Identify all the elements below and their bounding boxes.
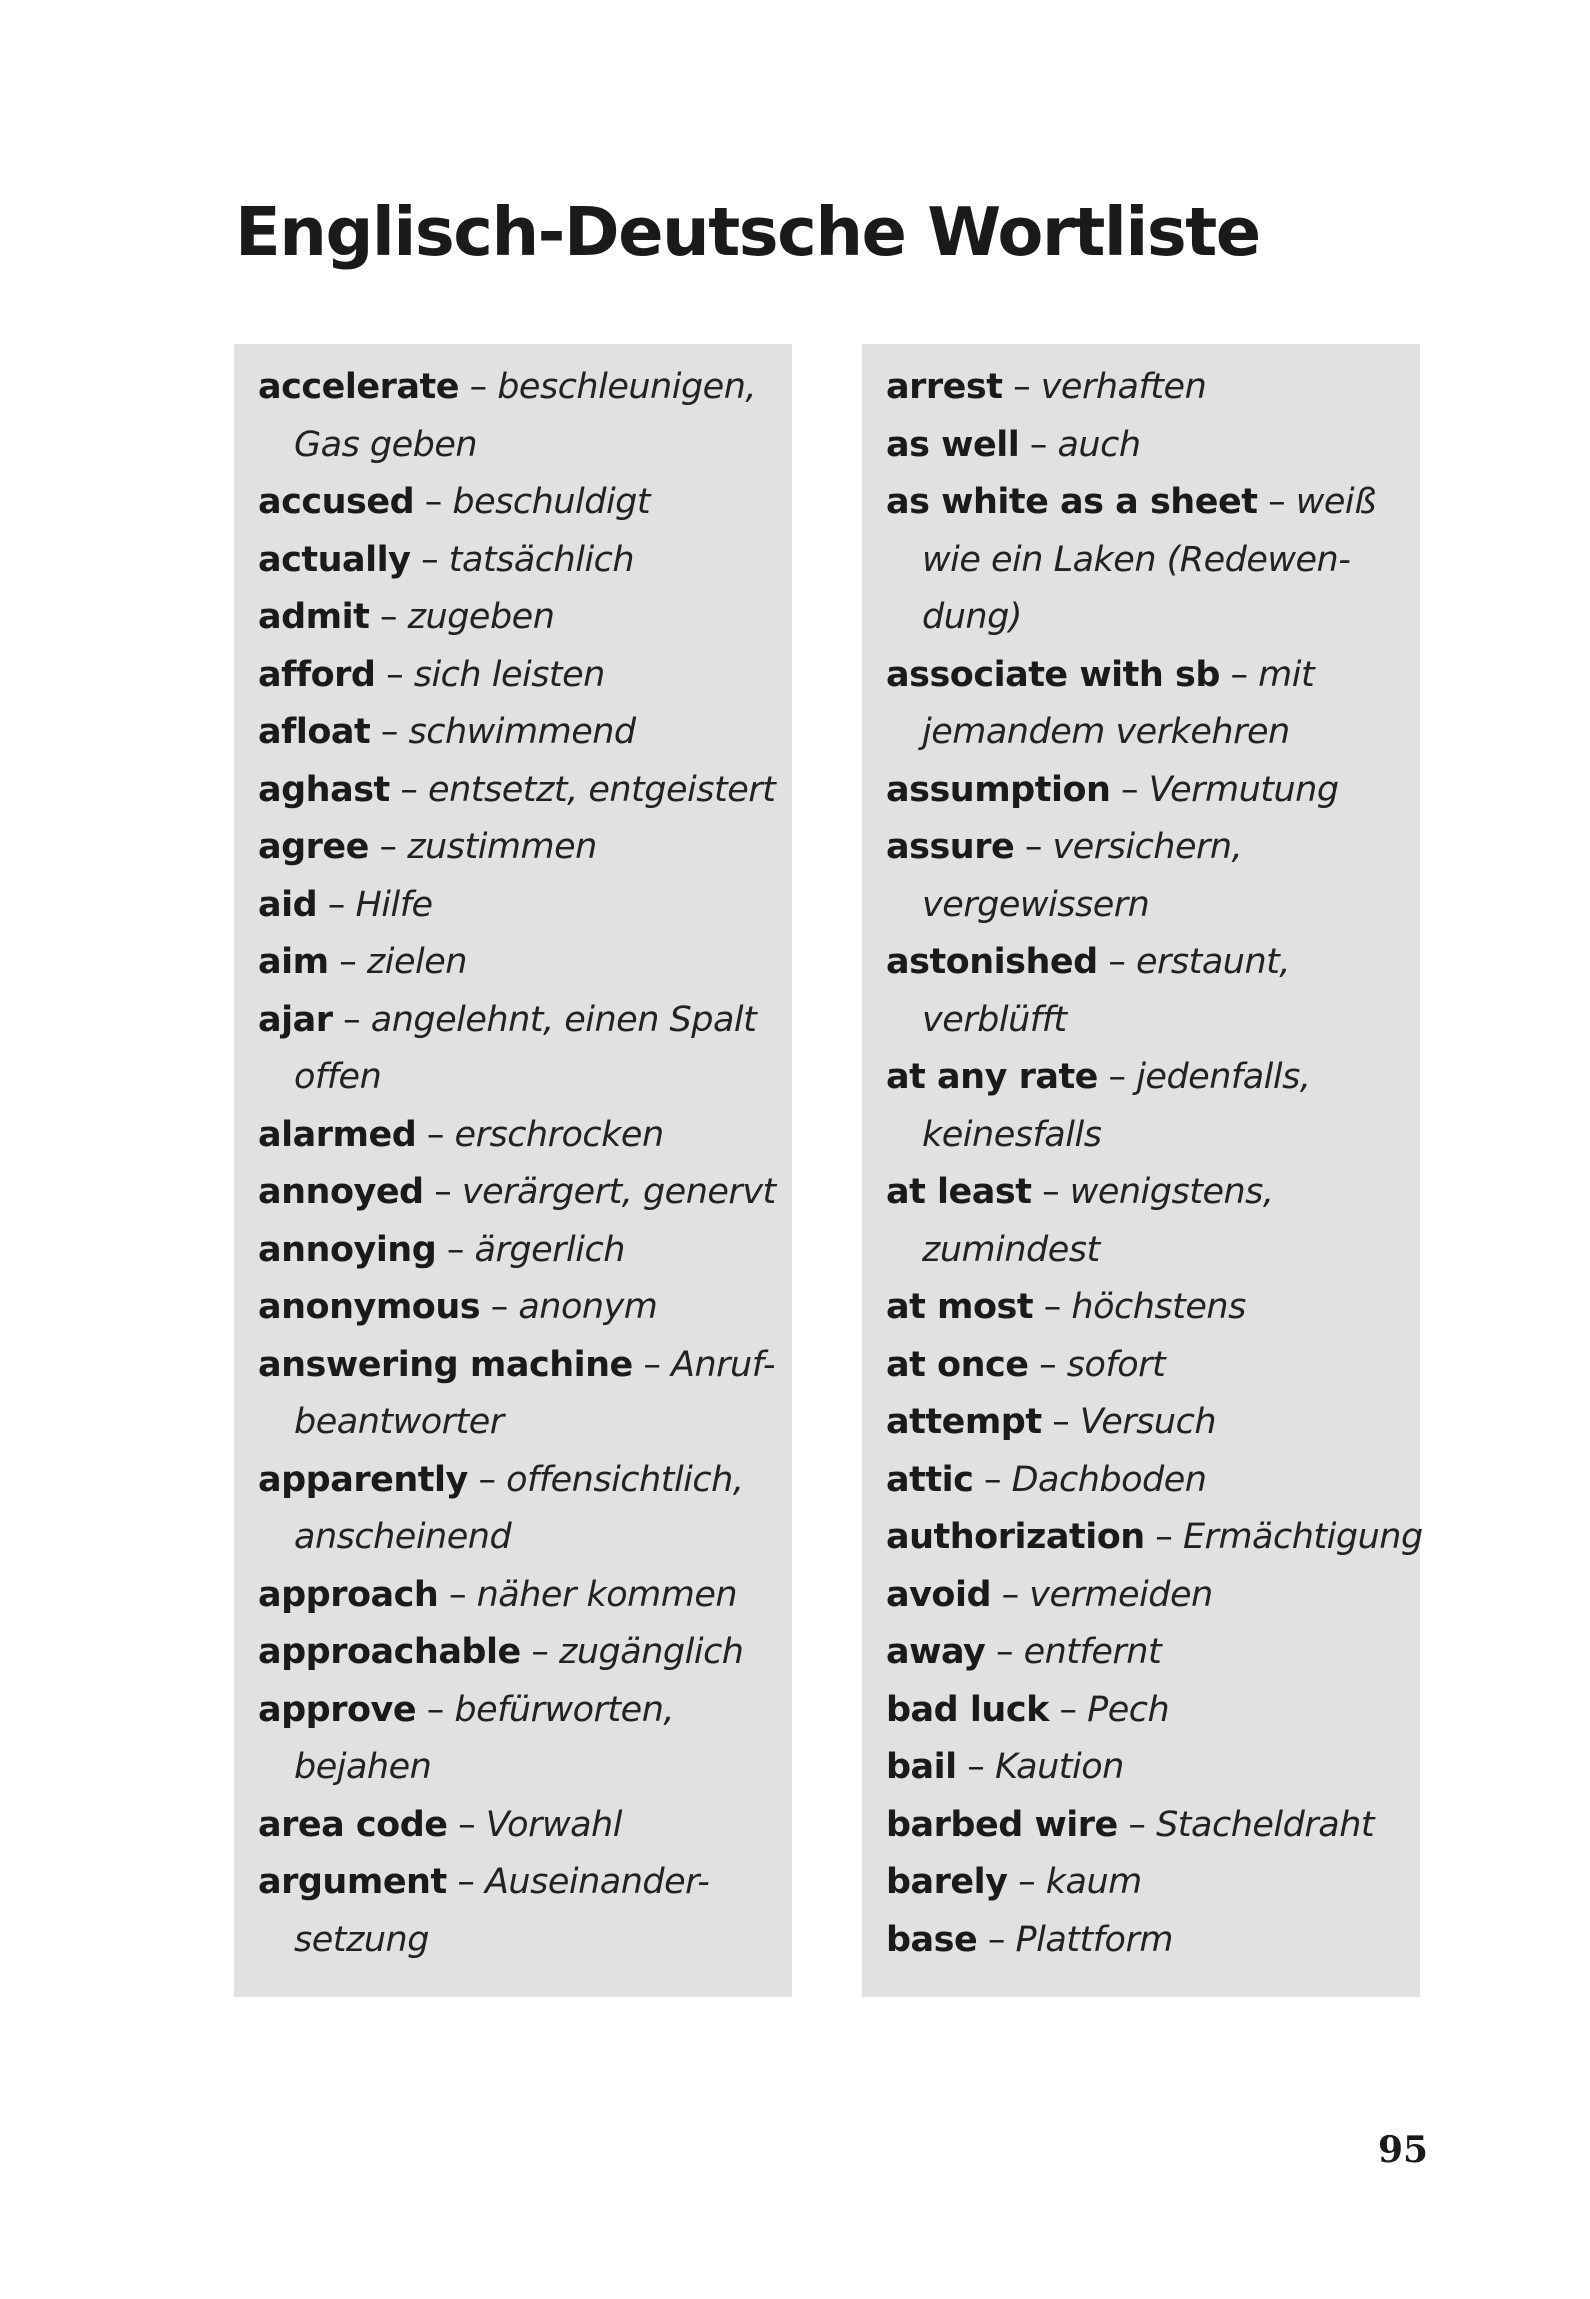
entry-separator: –	[1002, 367, 1041, 407]
word-entry	[258, 1107, 792, 1165]
word-entry	[886, 1337, 1420, 1395]
entry-term: arrest	[886, 367, 1003, 407]
entry-translation: zugeben	[407, 597, 555, 637]
word-entry	[886, 1279, 1420, 1337]
word-entry	[258, 1854, 792, 1969]
entry-separator: –	[991, 1574, 1030, 1615]
entry-term: actually	[258, 539, 411, 580]
entry-translation: vermeiden	[1029, 1574, 1213, 1615]
entry-translation: anonym	[518, 1287, 658, 1327]
entry-separator: –	[1097, 1057, 1137, 1097]
entry-separator: –	[389, 769, 429, 810]
entry-separator: –	[973, 1459, 1012, 1500]
entry-separator: –	[332, 999, 371, 1040]
entry-term: at most	[886, 1287, 1034, 1327]
entry-term: avoid	[886, 1574, 992, 1615]
entry-translation-continuation: vergewissern	[922, 884, 1150, 925]
entry-translation-continuation: dung)	[922, 597, 1022, 637]
entry-term: agree	[258, 827, 369, 867]
entry-term: astonished	[886, 942, 1098, 982]
entry-separator: –	[1033, 1287, 1072, 1327]
entry-translation-continuation: Gas geben	[294, 424, 478, 465]
word-entry	[886, 1739, 1420, 1797]
entry-separator: –	[1028, 1344, 1067, 1385]
word-entry	[258, 1222, 792, 1280]
word-entry	[258, 1682, 792, 1797]
entry-translation: zielen	[366, 942, 467, 982]
entry-translation-continuation: wie ein Laken (Redewen-	[922, 539, 1351, 580]
entry-term: at any rate	[886, 1057, 1098, 1097]
entry-translation: Kaution	[994, 1747, 1124, 1787]
entry-term: attic	[886, 1459, 974, 1500]
entry-translation: Pech	[1087, 1689, 1170, 1730]
entry-translation: näher kommen	[476, 1574, 738, 1615]
entry-translation: Vorwahl	[485, 1804, 622, 1845]
entry-separator: –	[520, 1632, 559, 1672]
entry-separator: –	[1031, 1172, 1070, 1212]
word-entry	[258, 934, 792, 992]
word-entry	[258, 704, 792, 762]
entry-term: away	[886, 1632, 986, 1672]
entry-term: accused	[258, 482, 415, 522]
entry-term: bail	[886, 1747, 957, 1787]
word-entry	[258, 359, 792, 474]
entry-term: aghast	[258, 769, 390, 810]
word-entry	[886, 1509, 1423, 1567]
entry-separator: –	[447, 1804, 486, 1845]
entry-translation: schwimmend	[408, 712, 636, 752]
word-entry	[258, 589, 792, 647]
word-entry	[886, 647, 1420, 762]
entry-separator: –	[446, 1862, 485, 1902]
entry-term: ajar	[258, 999, 333, 1040]
entry-separator: –	[956, 1747, 995, 1787]
entry-translation: Vermutung	[1148, 769, 1339, 810]
entry-term: approve	[258, 1689, 417, 1730]
word-entry	[258, 1797, 792, 1855]
entry-translation-continuation: setzung	[294, 1919, 429, 1960]
entry-translation: Stacheldraht	[1156, 1804, 1375, 1845]
word-entry	[886, 474, 1420, 647]
entry-translation: ärgerlich	[474, 1229, 625, 1270]
entry-translation-continuation: verblüfft	[922, 999, 1067, 1040]
entry-separator: –	[370, 712, 409, 752]
entry-translation: kaum	[1045, 1862, 1142, 1902]
entry-term: alarmed	[258, 1114, 417, 1155]
entry-separator: –	[632, 1344, 672, 1385]
entry-separator: –	[1048, 1689, 1088, 1730]
entry-term: at least	[886, 1172, 1032, 1212]
entry-term: aim	[258, 942, 329, 982]
entry-term: bad luck	[886, 1689, 1049, 1730]
entry-translation: wenigstens,	[1069, 1172, 1274, 1212]
entry-term: as well	[886, 424, 1020, 465]
word-entry	[886, 1682, 1420, 1740]
entry-separator: –	[436, 1229, 475, 1270]
entry-term: admit	[258, 597, 370, 637]
entry-translation: zustimmen	[407, 827, 597, 867]
entry-separator: –	[416, 1114, 455, 1155]
entry-translation: Versuch	[1079, 1402, 1217, 1442]
page-title: Englisch-Deutsche Wortliste	[235, 193, 1260, 271]
word-entry	[886, 1452, 1420, 1510]
entry-translation: beschuldigt	[452, 482, 651, 522]
entry-translation-continuation: zumindest	[922, 1229, 1100, 1270]
entry-separator: –	[369, 597, 408, 637]
entry-separator: –	[410, 539, 449, 580]
entry-separator: –	[480, 1287, 519, 1327]
word-entry	[258, 474, 792, 532]
word-entry	[258, 1337, 792, 1452]
entry-term: aid	[258, 884, 318, 925]
entry-separator: –	[467, 1459, 507, 1500]
entry-separator: –	[458, 367, 498, 407]
word-entry	[258, 1279, 792, 1337]
entry-translation: mit	[1258, 654, 1315, 695]
entry-separator: –	[1144, 1517, 1183, 1557]
word-entry	[886, 1854, 1420, 1912]
entry-separator: –	[1257, 482, 1296, 522]
entry-term: base	[886, 1919, 978, 1960]
entry-translation: befürworten,	[454, 1689, 674, 1730]
word-entry	[258, 1624, 792, 1682]
entry-term: annoyed	[258, 1172, 424, 1212]
word-entry	[886, 1394, 1420, 1452]
entry-term: answering machine	[258, 1344, 633, 1385]
entry-translation-continuation: bejahen	[294, 1747, 432, 1787]
entry-separator: –	[368, 827, 408, 867]
word-entry	[886, 819, 1420, 934]
entry-translation: verärgert, genervt	[461, 1172, 776, 1212]
entry-separator: –	[1041, 1402, 1080, 1442]
word-entry	[886, 762, 1420, 820]
entry-translation-continuation: keinesfalls	[922, 1114, 1102, 1155]
entry-term: attempt	[886, 1402, 1042, 1442]
entry-translation: zugänglich	[559, 1632, 744, 1672]
entry-term: apparently	[258, 1459, 468, 1500]
entry-translation: Auseinander-	[484, 1862, 710, 1902]
entry-term: approach	[258, 1574, 439, 1615]
entry-separator: –	[438, 1574, 477, 1615]
entry-translation-continuation: offen	[294, 1057, 382, 1097]
entry-translation-continuation: anscheinend	[294, 1517, 512, 1557]
entry-separator: –	[1219, 654, 1259, 695]
entry-separator: –	[317, 884, 356, 925]
entry-term: argument	[258, 1862, 447, 1902]
entry-translation: verhaften	[1040, 367, 1207, 407]
entry-translation: jedenfalls,	[1136, 1057, 1311, 1097]
entry-translation: Hilfe	[355, 884, 433, 925]
entry-separator: –	[1014, 827, 1053, 867]
entry-term: approachable	[258, 1632, 521, 1672]
entry-translation: offensichtlich,	[506, 1459, 744, 1500]
entry-separator: –	[985, 1632, 1024, 1672]
word-entry	[258, 1567, 792, 1625]
entry-separator: –	[414, 482, 453, 522]
entry-separator: –	[1019, 424, 1058, 465]
entry-term: barely	[886, 1862, 1008, 1902]
word-entry	[258, 762, 792, 820]
entry-term: afloat	[258, 712, 371, 752]
entry-separator: –	[977, 1919, 1016, 1960]
word-entry	[258, 992, 792, 1107]
entry-translation: Ermächtigung	[1182, 1517, 1423, 1557]
word-entry	[258, 877, 792, 935]
entry-translation: höchstens	[1071, 1287, 1246, 1327]
word-entry	[258, 647, 792, 705]
entry-separator: –	[1117, 1804, 1157, 1845]
word-list-right-column	[862, 344, 1423, 1997]
entry-translation: auch	[1057, 424, 1141, 465]
entry-term: at once	[886, 1344, 1029, 1385]
entry-term: as white as a sheet	[886, 482, 1258, 522]
entry-translation: entsetzt, entgeistert	[428, 769, 776, 810]
word-entry	[258, 532, 792, 590]
entry-translation: Plattform	[1015, 1919, 1173, 1960]
word-entry	[886, 934, 1420, 1049]
entry-term: associate with sb	[886, 654, 1220, 695]
entry-term: afford	[258, 654, 376, 695]
entry-translation: versichern,	[1052, 827, 1243, 867]
entry-separator: –	[1007, 1862, 1046, 1902]
entry-term: accelerate	[258, 367, 459, 407]
word-entry	[886, 417, 1420, 475]
entry-separator: –	[1097, 942, 1136, 982]
word-entry	[886, 1164, 1420, 1279]
entry-translation: angelehnt, einen Spalt	[370, 999, 757, 1040]
entry-translation: entfernt	[1023, 1632, 1162, 1672]
entry-translation: sich leisten	[413, 654, 605, 695]
entry-separator: –	[1110, 769, 1149, 810]
entry-translation: beschleunigen,	[497, 367, 757, 407]
word-entry	[886, 359, 1420, 417]
word-entry	[258, 819, 792, 877]
word-entry	[886, 1912, 1420, 1970]
entry-term: assure	[886, 827, 1015, 867]
entry-term: anonymous	[258, 1287, 481, 1327]
word-entry	[886, 1797, 1420, 1855]
entry-term: barbed wire	[886, 1804, 1118, 1845]
entry-translation: weiß	[1295, 482, 1376, 522]
entry-separator: –	[423, 1172, 462, 1212]
word-entry	[258, 1452, 792, 1567]
entry-separator: –	[328, 942, 367, 982]
word-entry	[258, 1164, 792, 1222]
word-entry	[886, 1624, 1420, 1682]
entry-term: authorization	[886, 1517, 1145, 1557]
entry-term: area code	[258, 1804, 448, 1845]
entry-translation: erstaunt,	[1135, 942, 1290, 982]
entry-separator: –	[416, 1689, 455, 1730]
word-entry	[886, 1049, 1420, 1164]
entry-translation-continuation: beantworter	[294, 1402, 504, 1442]
entry-translation: Anruf-	[671, 1344, 776, 1385]
entry-translation: sofort	[1066, 1344, 1166, 1385]
page-number: 95	[1378, 2129, 1429, 2171]
entry-term: annoying	[258, 1229, 437, 1270]
entry-term: assumption	[886, 769, 1111, 810]
entry-separator: –	[375, 654, 414, 695]
entry-translation: Dachboden	[1011, 1459, 1207, 1500]
entry-translation: tatsächlich	[448, 539, 635, 580]
entry-translation-continuation: jemandem verkehren	[922, 712, 1290, 752]
word-entry	[886, 1567, 1420, 1625]
word-list-left-column	[234, 344, 792, 1997]
entry-translation: erschrocken	[454, 1114, 664, 1155]
